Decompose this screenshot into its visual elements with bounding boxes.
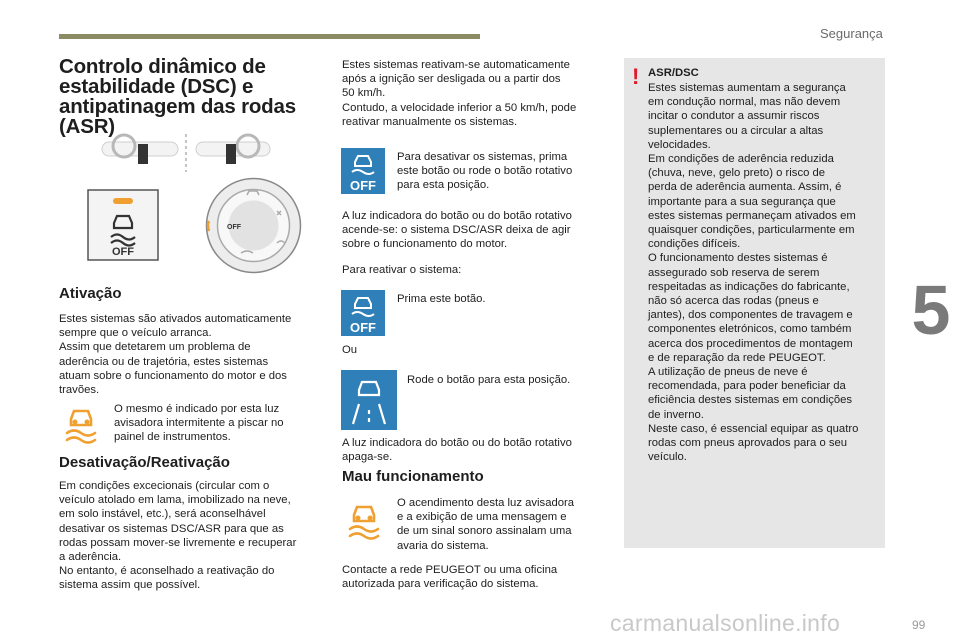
- indicator-lit-text: A luz indicadora do botão ou do botão rotativo acende-se: o sistema DSC/ASR deixa de agir sobre o funcionamento do motor.: [342, 210, 572, 251]
- malfunction-heading: Mau funcionamento: [342, 468, 484, 485]
- indicator-off-text: A luz indicadora do botão ou do botão rotativo apaga-se.: [342, 437, 572, 464]
- deactivate-text: Para desativar os sistemas, prima este botão ou rode o botão rotativo para esta posição.: [397, 151, 573, 192]
- asr-warning-lamp-icon: [59, 401, 103, 445]
- warning-text: Estes sistemas aumentam a segurança em condução normal, mas não devem incitar o condutor a assumir riscos suplementares ou a circular a altas velocidades. Em condições de aderência reduzida (chuva, neve, gelo preto) o risco de perda de aderência aumenta. Assim, é importante para a sua segurança que estes sistemas permaneçam ativados em quaisquer condições, particularmente em condições difíceis. O funcionamento destes sistemas é assegurado sob reserva de serem respeitadas as indicações do fabricante, não só acerca das rodas (pneus e jantes), dos componentes de travagem e componentes eletrónicos, como também acerca dos procedimentos de montagem e de reparação da rede PEUGEOT. A utilização de pneus de neve é recomendada, para poder beneficiar da eficiência destes sistemas em condições de inverno. Neste caso, é essencial equipar as quatro rodas com pneus aprovados para o seu veículo.: [648, 82, 859, 464]
- dsc-off-button-icon: [341, 148, 385, 194]
- malfunction-warning-lamp-icon: [342, 497, 386, 541]
- watermark: carmanualsonline.info: [610, 610, 841, 636]
- warning-icon: !: [632, 64, 640, 89]
- page-title: [59, 57, 329, 137]
- off-label: OFF: [112, 246, 134, 258]
- reactivation-intro: Estes sistemas reativam-se automaticamente após a ignição ser desligada ou a partir dos 50 km/h. Contudo, a velocidade inferior a 50 km/h, pode reativar manualmente os sistemas.: [342, 59, 577, 128]
- section-title: Segurança: [820, 26, 883, 41]
- rotary-dial-icon: [205, 177, 302, 274]
- contact-dealer-text: Contacte a rede PEUGEOT ou uma oficina autorizada para verificação do sistema.: [342, 564, 558, 591]
- title-line: estabilidade (DSC) e: [59, 75, 254, 98]
- off-label: OFF: [350, 178, 376, 193]
- title-line: Controlo dinâmico de: [59, 55, 266, 78]
- or-text: Ou: [342, 344, 358, 356]
- lamp-text: O mesmo é indicado por esta luz avisadora intermitente a piscar no painel de instrumentos.: [114, 403, 284, 444]
- chapter-number: 5: [911, 271, 951, 349]
- deactivation-heading: Desativação/Reativação: [59, 454, 230, 471]
- activation-text: Estes sistemas são ativados automaticamente sempre que o veículo arranca. Assim que detetarem um problema de aderência ou de trajetória, estes sistemas atuam sobre o funcionamento do motor e dos travões.: [59, 313, 292, 397]
- page-number: 99: [912, 618, 926, 632]
- turn-dial-text: Rode o botão para esta posição.: [407, 374, 571, 386]
- reactivate-intro: Para reativar o sistema:: [342, 264, 462, 276]
- warning-title: ASR/DSC: [648, 67, 699, 79]
- dsc-off-button-icon: [341, 290, 385, 336]
- activation-heading: Ativação: [59, 285, 122, 302]
- dsc-off-push-button-icon: [87, 189, 159, 261]
- deactivation-text: Em condições excecionais (circular com o veículo atolado em lama, imobilizado na neve, em solo instável, etc.), será aconselhável desativar os sistemas DSC/ASR para que as rodas possam mover-se livremente e recuperar a aderência. No entanto, é aconselhado a reativação do sistema assim que possível.: [59, 480, 297, 592]
- press-button-text: Prima este botão.: [397, 293, 486, 305]
- malfunction-text: O acendimento desta luz avisadora e a exibição de uma mensagem e de um sinal sonoro assinalam uma avaria do sistema.: [397, 497, 575, 552]
- normal-mode-dial-icon: [341, 370, 397, 430]
- title-line: antipatinagem das rodas (ASR): [59, 95, 296, 138]
- header-rule: [59, 34, 480, 39]
- dashboard-location-illustration: [96, 132, 276, 176]
- dial-off-label: OFF: [227, 224, 241, 231]
- off-label: OFF: [350, 320, 376, 335]
